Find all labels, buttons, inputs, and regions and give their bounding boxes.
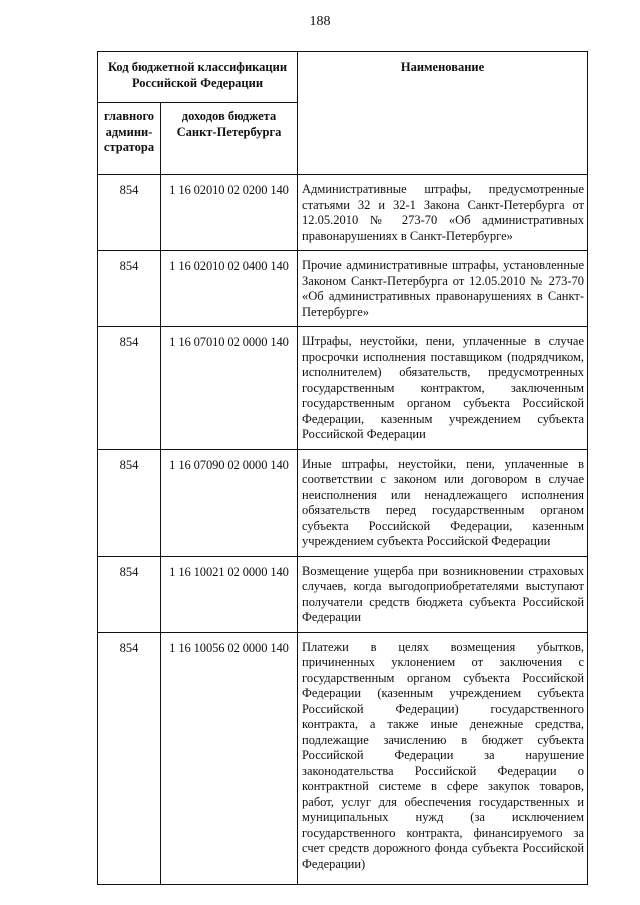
admin-code-cell: 854: [98, 632, 161, 884]
table-row: [98, 556, 588, 632]
budget-classification-table: [97, 51, 588, 885]
table-row: [98, 632, 588, 884]
name-cell: Административные штрафы, предусмотренные статьями 32 и 32-1 Закона Санкт-Петербурга от 12.05.2010 № 273-70 «Об административных правонарушениях в Санкт-Петербурге»: [298, 175, 588, 251]
table-row: [98, 327, 588, 450]
admin-code-cell: 854: [98, 556, 161, 632]
table-row: [98, 449, 588, 556]
admin-code-cell: 854: [98, 251, 161, 327]
income-code-cell: 1 16 07010 02 0000 140: [161, 327, 298, 450]
name-cell: Штрафы, неустойки, пени, уплаченные в случае просрочки исполнения поставщиком (подрядчиком, исполнителем) обязательств, предусмотренных государственным контрактом, заключенным государственным органом субъекта Российской Федерации, казенным учреждением субъекта Российской Федерации: [298, 327, 588, 450]
admin-code-cell: 854: [98, 327, 161, 450]
name-cell: Иные штрафы, неустойки, пени, уплаченные в соответствии с законом или договором в случае неисполнения или ненадлежащего исполнения обязательств перед государственным органом субъекта Российской Федерации, казенным учреждением субъекта Российской Федерации: [298, 449, 588, 556]
income-code-cell: 1 16 07090 02 0000 140: [161, 449, 298, 556]
header-budget-code: Код бюджетной классификации Российской Федерации: [98, 52, 298, 103]
income-code-cell: 1 16 02010 02 0400 140: [161, 251, 298, 327]
table-row: [98, 251, 588, 327]
header-name: Наименование: [298, 52, 588, 175]
income-code-cell: 1 16 02010 02 0200 140: [161, 175, 298, 251]
name-cell: Возмещение ущерба при возникновении страховых случаев, когда выгодоприобретателями выступают получатели средств бюджета субъекта Российской Федерации: [298, 556, 588, 632]
table-row: [98, 175, 588, 251]
admin-code-cell: 854: [98, 449, 161, 556]
income-code-cell: 1 16 10056 02 0000 140: [161, 632, 298, 884]
page-number: 188: [309, 14, 331, 29]
header-spb-income: доходов бюджета Санкт-Петербурга: [161, 103, 298, 175]
name-cell: Прочие административные штрафы, установленные Законом Санкт-Петербурга от 12.05.2010 № 273-70 «Об административных правонарушениях в Санкт-Петербурге»: [298, 251, 588, 327]
admin-code-cell: 854: [98, 175, 161, 251]
income-code-cell: 1 16 10021 02 0000 140: [161, 556, 298, 632]
name-cell: Платежи в целях возмещения убытков, причиненных уклонением от заключения с государственным органом субъекта Российской Федерации (казенным учреждением субъекта Российской Федерации) государственного контракта, а также иные денежные средства, подлежащие зачислению в бюджет субъекта Российской Федерации за нарушение законодательства Российской Федерации о контрактной системе в сфере закупок товаров, работ, услуг для обеспечения государственных и муниципальных нужд (за исключением государственного контракта, финансируемого за счет средств дорожного фонда субъекта Российской Федерации): [298, 632, 588, 884]
header-chief-administrator: главного админи- стратора: [98, 103, 161, 175]
